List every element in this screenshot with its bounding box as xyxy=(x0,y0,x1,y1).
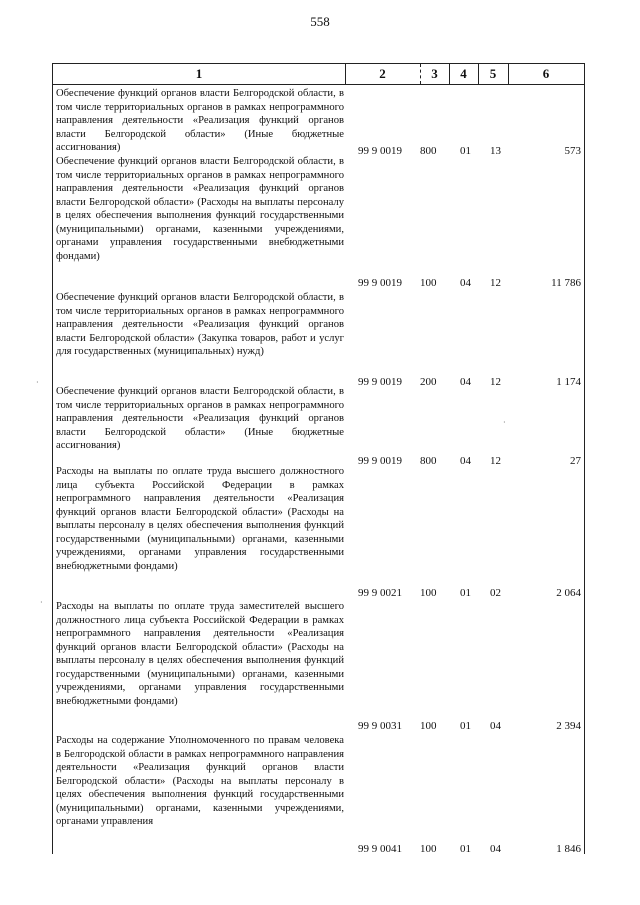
row-description: Обеспечение функций органов власти Белгородской области, в том числе территориальных органов в рамках непрограммного направления деятельности «Реализация функций органов власти Белгородской области» (Расходы на выплаты персоналу в целях обеспечения выполнения функций государственными (муниципальными) органами, казенными учреждениями, органами управления государственными внебюджетными фондами) xyxy=(56,156,344,262)
row-expense-type: 100 xyxy=(420,587,437,599)
row-code: 99 9 0021 xyxy=(358,587,402,599)
row-expense-type: 800 xyxy=(420,455,437,467)
scan-speck: · xyxy=(503,418,506,427)
row-amount: 11 786 xyxy=(551,277,581,289)
row-code: 99 9 0031 xyxy=(358,720,402,732)
row-code: 99 9 0019 xyxy=(358,455,402,467)
row-amount: 2 064 xyxy=(556,587,581,599)
row-expense-type: 100 xyxy=(420,277,437,289)
row-expense-type: 800 xyxy=(420,145,437,157)
row-description: Расходы на выплаты по оплате труда заместителей высшего должностного лица субъекта Российской Федерации в рамках непрограммного направления деятельности «Реализация функций органов власти Белгородской области» (Расходы на выплаты персоналу в целях обеспечения выполнения функций государственными (муниципальными) органами, казенными учреждениями, органами управления государственными внебюджетными фондами) xyxy=(56,601,344,707)
header-col-2: 2 xyxy=(379,66,386,81)
row-code: 99 9 0019 xyxy=(358,145,402,157)
header-col-4: 4 xyxy=(460,66,467,81)
row-section: 01 xyxy=(460,720,471,732)
row-section: 01 xyxy=(460,145,471,157)
row-code: 99 9 0041 xyxy=(358,843,402,855)
page-number: 558 xyxy=(310,14,330,29)
row-section: 04 xyxy=(460,376,471,388)
row-expense-type: 100 xyxy=(420,720,437,732)
row-amount: 573 xyxy=(564,145,581,157)
row-subsection: 04 xyxy=(490,843,501,855)
budget-table xyxy=(52,63,585,854)
row-subsection: 02 xyxy=(490,587,501,599)
row-amount: 2 394 xyxy=(556,720,581,732)
row-subsection: 12 xyxy=(490,277,501,289)
row-description: Расходы на выплаты по оплате труда высшего должностного лица субъекта Российской Федерации в рамках непрограммного направления деятельности «Реализация функций органов власти Белгородской области» (Расходы на выплаты персоналу в целях обеспечения выполнения функций государственными (муниципальными) органами, казенными учреждениями, органами управления государственными внебюджетными фондами) xyxy=(56,466,344,572)
row-description: Обеспечение функций органов власти Белгородской области, в том числе территориальных органов в рамках непрограммного направления деятельности «Реализация функций органов власти Белгородской области» (Иные бюджетные ассигнования) xyxy=(56,88,344,154)
row-subsection: 12 xyxy=(490,455,501,467)
header-col-1: 1 xyxy=(195,66,203,81)
row-amount: 27 xyxy=(570,455,581,467)
row-subsection: 13 xyxy=(490,145,501,157)
row-description: Обеспечение функций органов власти Белгородской области, в том числе территориальных органов в рамках непрограммного направления деятельности «Реализация функций органов власти Белгородской области» (Закупка товаров, работ и услуг для государственных (муниципальных) нужд) xyxy=(56,292,344,358)
header-col-3: 3 xyxy=(431,66,438,81)
row-amount: 1 846 xyxy=(556,843,581,855)
header-col-5: 5 xyxy=(489,66,497,81)
row-code: 99 9 0019 xyxy=(358,277,402,289)
row-section: 04 xyxy=(460,277,471,289)
row-subsection: 04 xyxy=(490,720,501,732)
header-col-6: 6 xyxy=(542,66,550,81)
table-header xyxy=(53,63,584,85)
row-subsection: 12 xyxy=(490,376,501,388)
row-expense-type: 200 xyxy=(420,376,437,388)
row-section: 01 xyxy=(460,587,471,599)
row-code: 99 9 0019 xyxy=(358,376,402,388)
scan-speck: · xyxy=(40,598,43,607)
scan-speck: · xyxy=(36,378,39,387)
row-section: 04 xyxy=(460,455,471,467)
row-description: Расходы на содержание Уполномоченного по правам человека в Белгородской области в рамках непрограммного направления деятельности «Реализация функций органов власти Белгородской области» (Расходы на выплаты персоналу в целях обеспечения выполнения функций государственными (муниципальными) органами, казенными учреждениями, органами управления xyxy=(56,735,344,828)
row-section: 01 xyxy=(460,843,471,855)
row-expense-type: 100 xyxy=(420,843,437,855)
row-amount: 1 174 xyxy=(556,376,581,388)
row-description: Обеспечение функций органов власти Белгородской области, в том числе территориальных органов в рамках непрограммного направления деятельности «Реализация функций органов власти Белгородской области» (Иные бюджетные ассигнования) xyxy=(56,386,344,452)
